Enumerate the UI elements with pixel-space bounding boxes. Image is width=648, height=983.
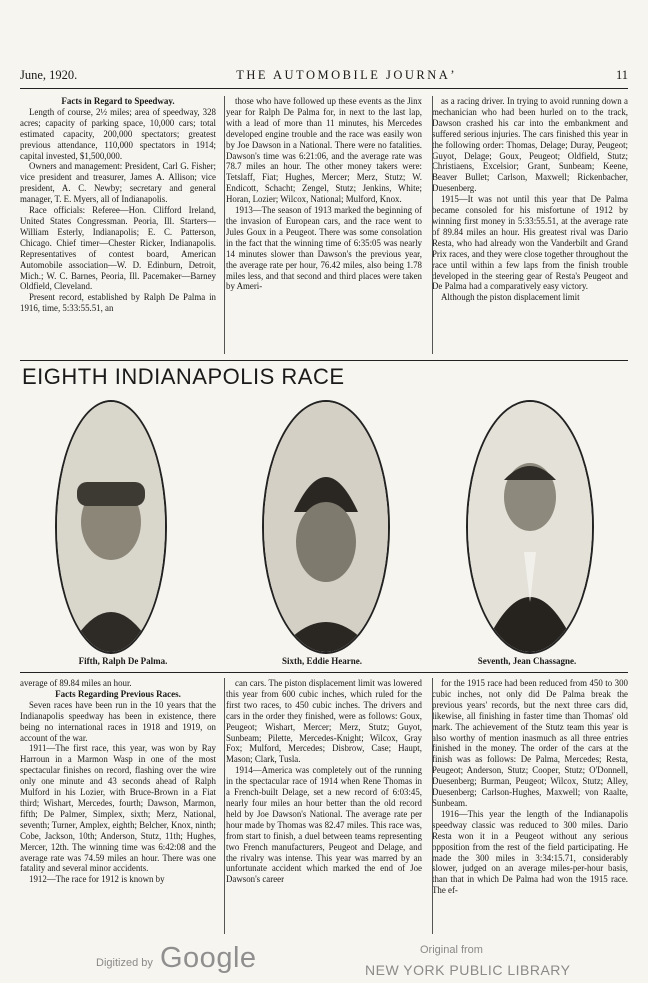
page-number: 11 — [615, 68, 628, 82]
caption-hearne: Sixth, Eddie Hearne. — [281, 656, 362, 666]
portrait-jean-chassagne — [466, 400, 594, 654]
portrait-image — [57, 402, 165, 652]
bottom-column-1 — [20, 678, 216, 936]
column-divider — [432, 96, 433, 354]
library-name: NEW YORK PUBLIC LIBRARY — [365, 962, 571, 978]
paragraph: for the 1915 race had been reduced from 450 to 300 cubic inches, not only did De Palma break the previous years' records, but the next three cars did, likewise, all finishing in faster time than Thomas' old mark. The achievement of the Stutz team this year is also worthy of mention inasmuch as all three entries finished in the money. The order of the cars at the finish was as follows: De Palma, Mercedes; Resta, Peugeot; Anderson, Stutz; Cooper, Stutz; O'Donnell, Duesenberg; Burman, Peugeot; Wilcox, Stutz; Alley, Duesenberg; Carlson-Hughes, Maxwell; von Raalte, Sunbeam. — [432, 678, 628, 808]
paragraph: 1911—The first race, this year, was won by Ray Harroun in a Marmon Wasp in one of the most spectacular finishes on record, flashing over the wire only one minute and 43 seconds ahead of Ralph Mulford in his Lozier, with Bruce-Brown in a Fiat third; Wishart, Mercedes, fourth; Dawson, Marmon, fifth; De Palmer, Simplex, sixth; Merz, National, seventh; Turner, Amplex, eighth; Belcher, Knox, ninth; Cobe, Jackson, 10th; Anderson, Stutz, 11th; Hughes, Mercer, 12th. The winning time was 6:42:08 and the average rate was 74.59 miles an hour. There was one fatality and several minor accidents. — [20, 743, 216, 874]
column-divider — [224, 96, 225, 354]
caption-chassagne: Seventh, Jean Chassagne. — [477, 656, 577, 666]
portrait-image — [468, 402, 592, 652]
paragraph: 1915—It was not until this year that De Palma became consoled for his misfortune of 1912 by winning first money in 5:33:55.51, at the average rate of 89.84 miles an hour. His greatest rival was Dario Resta, who had already won the Vanderbilt and Grand Prix races, and they were close together throughout the race until within a few laps from the finish trouble developed in the steering gear of Resta's Peugeot and De Palma had a comparatively easy victory. — [432, 194, 628, 292]
paragraph: Length of course, 2½ miles; area of speedway, 328 acres; capacity of parking space, 10,000 cars; total estimated capacity, 200,000 spectators; greatest previous attendance, 110,000 spectators in 1914; capital invested, $1,500,000. — [20, 106, 216, 161]
portrait-ralph-de-palma — [55, 400, 167, 654]
portrait-eddie-hearne — [262, 400, 390, 654]
paragraph: can cars. The piston displacement limit was lowered this year from 600 cubic inches, which ruled for the first two races, to 450 cubic inches. The drivers and cars in the order they finished, were as follows: Goux, Peugeot; Wishart, Mercer; Merz, Stutz; Guyot, Sunbeam; Pilette, Mercedes-Knight; Wilcox, Gray Fox; Mulford, Mercedes; Disbrow, Case; Haupt, Mason; Clark, Tusla. — [226, 678, 422, 765]
bottom-column-2 — [226, 678, 422, 936]
digitization-footer — [0, 940, 648, 983]
paragraph: those who have followed up these events as the Jinx year for Ralph De Palma for, in next to the last lap, with a lead of more than 11 minutes, his Mercedes developed engine trouble and the race was easily won by Joe Dawson in a National. There were no fatalities. Dawson's time was 6:21:06, and the average rate was 78.7 miles an hour. The other money takers were: Tetslaff, Fiat; Hughes, Mercer; Merz, Stutz; W. Endicott, Schacht; Zengel, Stutz; Jenkins, White; Horan, Lozier; Wilcox, National; Mulford, Knox. — [226, 96, 422, 205]
paragraph: as a racing driver. In trying to avoid running down a mechanician who had been hurled on to the track, Dawson crashed his car into the embankment and suffered serious injuries. The cars finished this year in the following order: Thomas, Delage; Duray, Peugeot; Guyot, Delage; Goux, Peugeot; Oldfield, Stutz; Christiaens, Excelsior; Grant, Sunbeam; Keene, Beaver Bullet; Carlson, Maxwell; Rickenbacher, Duesenberg. — [432, 96, 628, 194]
paragraph: Owners and management: President, Carl G. Fisher; vice president and treasurer, James A. Allison; vice president, A. C. Newby; secretary and general manager, T. E. Myers, all of Indianapolis. — [20, 161, 216, 205]
previous-races-heading: Facts Regarding Previous Races. — [55, 688, 181, 699]
portrait-image — [264, 402, 388, 652]
top-column-1 — [20, 96, 216, 354]
paragraph: Although the piston displacement limit — [441, 292, 580, 303]
captions-rule — [20, 672, 628, 673]
top-columns — [20, 96, 628, 354]
journal-title: THE AUTOMOBILE JOURNAʼ — [236, 68, 457, 82]
paragraph: average of 89.84 miles an hour. — [20, 678, 132, 688]
speedway-facts-heading: Facts in Regard to Speedway. — [61, 96, 175, 106]
column-divider — [432, 678, 433, 934]
header-rule — [20, 88, 628, 89]
top-column-3 — [432, 96, 628, 354]
paragraph: 1913—The season of 1913 marked the beginning of the invasion of European cars, and the race went to Jules Goux in a Peugeot. There was some consolation in the fact that the winning time of 6:35:05 was nearly 14 minutes slower than Dawson's the previous year, the average rate per hour, 76.42 miles, also being 1.78 miles less, and that second and third places were taken by Ameri- — [226, 205, 422, 292]
header-date: June, 1920. — [20, 68, 78, 82]
paragraph: Seven races have been run in the 10 years that the Indianapolis speedway has been in existence, there being no international races in 1918 and 1919, on account of the war. — [20, 699, 216, 743]
section-rule — [20, 360, 628, 361]
column-divider — [224, 678, 225, 934]
paragraph: 1912—The race for 1912 is known by — [29, 874, 165, 885]
section-title: EIGHTH INDIANAPOLIS RACE — [22, 364, 345, 389]
page-header — [20, 68, 628, 86]
digitized-by-label: Digitized by — [96, 957, 153, 969]
top-column-2 — [226, 96, 422, 354]
paragraph: 1914—America was completely out of the running in the spectacular race of 1914 when Rene Thomas in a French-built Delage, set a new record of 6:03:45, nearly four miles an hour better than the old record held by Joe Dawson's National. The average rate per hour made by Thomas was 82.47 miles. This race was, from start to finish, a duel between teams representing two French manufacturers, Peugeot and Delage, and the rivalry was intense. This year was marred by an unfortunate accident which marked the end of Joe Dawson's career — [226, 765, 422, 885]
paragraph: 1916—This year the length of the Indianapolis speedway classic was reduced to 300 miles. Dario Resta won it in a Peugeot without any serious opposition from the rest of the field participating. He made the 300 miles in 3:34:15.71, considerably slower, judged on an average miles-per-hour basis, than that in which De Palma had won the 1915 race. The ef- — [432, 808, 628, 896]
google-logo: Google — [160, 942, 257, 974]
paragraph: Race officials: Referee—Hon. Clifford Ireland, United States Congressman. Peoria, Ill. Starters—William Esterly, Indianapolis; E. C. Patterson, Chicago. Chief timer—Chester Ricker, Indianapolis. Representatives of contest board, American Automobile association—W. D. Edinburn, Detroit, Mich.; W. C. Barnes, Peoria, Ill. Pacemaker—Barney Oldfield, Cleveland. — [20, 205, 216, 292]
caption-de-palma: Fifth, Ralph De Palma. — [78, 656, 168, 666]
bottom-column-3 — [432, 678, 628, 936]
paragraph: Present record, established by Ralph De Palma in 1916, time, 5:33:55.51, an — [20, 292, 216, 314]
bottom-columns — [20, 678, 628, 936]
original-from-label: Original from — [420, 944, 483, 956]
